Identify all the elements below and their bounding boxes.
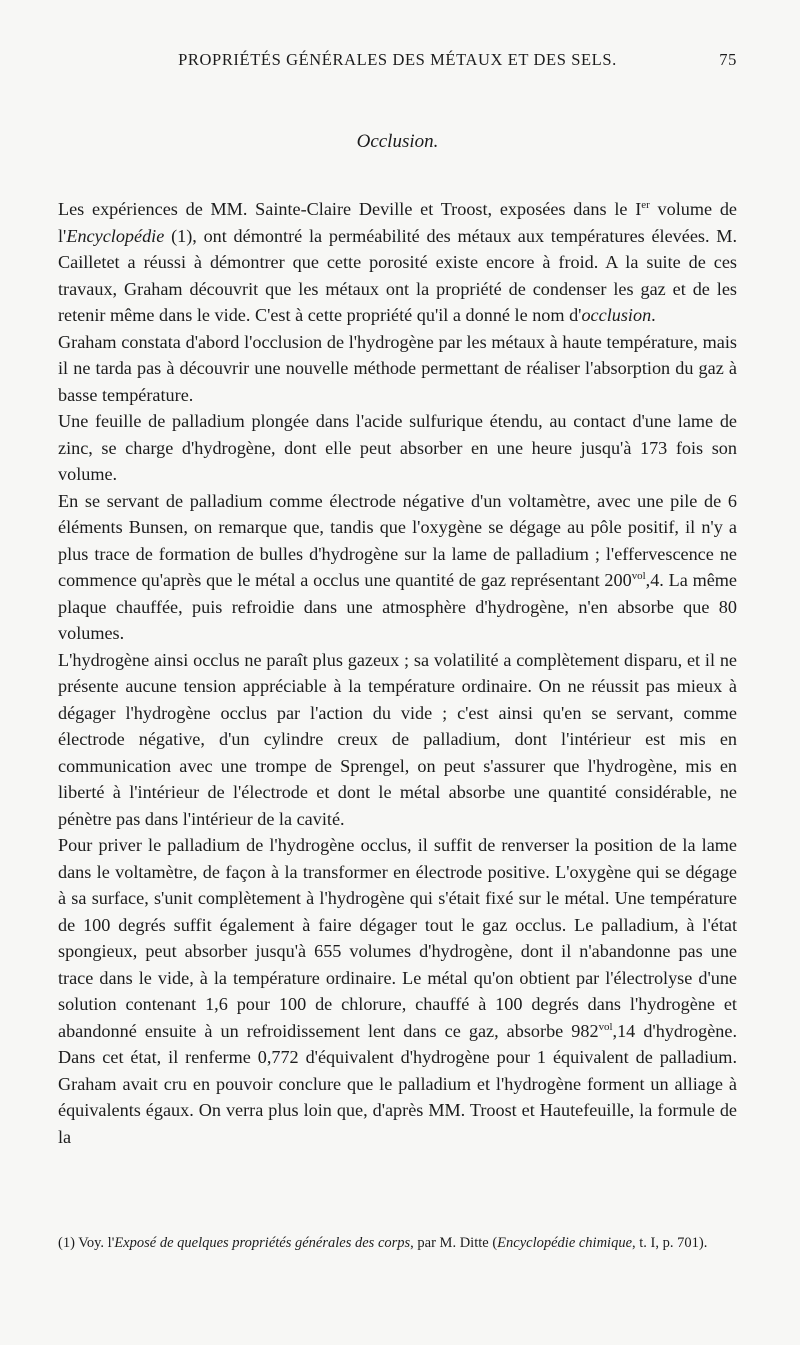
paragraph: [58, 647, 737, 833]
italic-text: Encyclopédie: [66, 225, 165, 246]
running-title: PROPRIÉTÉS GÉNÉRALES DES MÉTAUX ET DES SELS.: [178, 50, 617, 69]
text-run: volume de l': [58, 199, 737, 246]
footnote: [58, 1234, 737, 1253]
superscript: er: [641, 198, 650, 211]
paragraph: [58, 196, 737, 329]
running-head: [58, 50, 737, 74]
italic-text: occlusion: [581, 305, 652, 325]
paragraph: [58, 408, 737, 488]
superscript: vol: [631, 569, 646, 582]
text-run: (1) Voy. l': [58, 1235, 115, 1251]
paragraph: [58, 329, 737, 409]
text-run: Une feuille de palladium plongée dans l'acide sulfurique étendu, au contact d'une lame de zinc, se charge d'hydrogène, dont elle peut absorber en une heure jusqu'à 173 fois son volume.: [58, 411, 737, 484]
paragraph: [58, 488, 737, 647]
text-run: , t. I, p. 701).: [632, 1235, 708, 1251]
text-run: Les expériences de MM. Sainte-Claire Deville et Troost, exposées dans le I: [58, 199, 642, 219]
text-run: L'hydrogène ainsi occlus ne paraît plus gazeux ; sa volatilité a complètement disparu, et il ne présente aucune tension appréciable à la température ordinaire. On ne réussit pas mieux à dégager l'hydrogène occlus par l'action du vide ; c'est ainsi qu'en se servant, comme électrode négative, d'un cylindre creux de palladium, dont l'intérieur est mis en communication avec une trompe de Sprengel, on peut s'assurer que l'hydrogène, mis en liberté à l'intérieur de l'électrode et dont le métal absorbe une quantité considérable, ne pénètre pas dans l'intérieur de la cavité.: [58, 649, 737, 829]
superscript: vol: [598, 1020, 613, 1033]
text-run: En se servant de palladium comme électrode négative d'un voltamètre, avec une pile de 6 éléments Bunsen, on remarque que, tandis que l'oxygène se dégage au pôle positif, il n'y a plus trace de formation de bulles d'hydrogène sur la lame de palladium ; l'effervescence ne commence qu'après que le métal a occlus une quantité de gaz représentant 200: [58, 490, 737, 590]
italic-text: Encyclopédie chimique: [497, 1235, 633, 1251]
page-number: 75: [719, 50, 737, 69]
text-run: Pour priver le palladium de l'hydrogène occlus, il suffit de renverser la position de la lame dans le voltamètre, de façon à la transformer en électrode positive. L'oxygène qui se dégage à sa surface, s'unit complètement à l'hydrogène qui s'était fixé sur le métal. Une température de 100 degrés suffit également à faire dégager tout le gaz occlus. Le palladium, à l'état spongieux, peut absorber jusqu'à 655 volumes d'hydrogène, dont il n'abandonne pas une trace dans le vide, à la température ordinaire. Le métal qu'on obtient par l'électrolyse d'une solution contenant 1,6 pour 100 de chlorure, chauffé à 100 degrés dans l'hydrogène et abandonné ensuite à un refroidissement lent dans ce gaz, absorbe 982: [58, 835, 737, 1041]
section-title: Occlusion.: [356, 131, 439, 152]
text-run: ,14 d'hydrogène. Dans cet état, il renferme 0,772 d'équivalent d'hydrogène pour 1 équivalent de palladium. Graham avait cru en pouvoir conclure que le palladium et l'hydrogène forment un alliage à équivalents égaux. On verra plus loin que, d'après MM. Troost et Hautefeuille, la formule de la: [58, 1020, 737, 1147]
text-run: .: [651, 305, 656, 325]
text-run: Graham constata d'abord l'occlusion de l'hydrogène par les métaux à haute température, mais il ne tarda pas à découvrir une nouvelle méthode permettant de réaliser l'absorption du gaz à basse température.: [58, 331, 737, 405]
paragraph: [58, 832, 737, 1150]
italic-text: Exposé de quelques propriétés générales des corps: [114, 1235, 411, 1251]
body-text: [58, 196, 737, 1150]
text-run: ,4. La même plaque chauffée, puis refroidie dans une atmosphère d'hydrogène, n'en absorbe que 80 volumes.: [58, 570, 738, 643]
text-run: (1), ont démontré la perméabilité des métaux aux températures élevées. M. Cailletet a réussi à démontrer que cette porosité existe encore à froid. A la suite de ces travaux, Graham découvrit que les métaux ont la propriété de condenser les gaz et de les retenir même dans le vide. C'est à cette propriété qu'il a donné le nom d': [58, 225, 737, 325]
text-run: , par M. Ditte (: [410, 1235, 498, 1251]
